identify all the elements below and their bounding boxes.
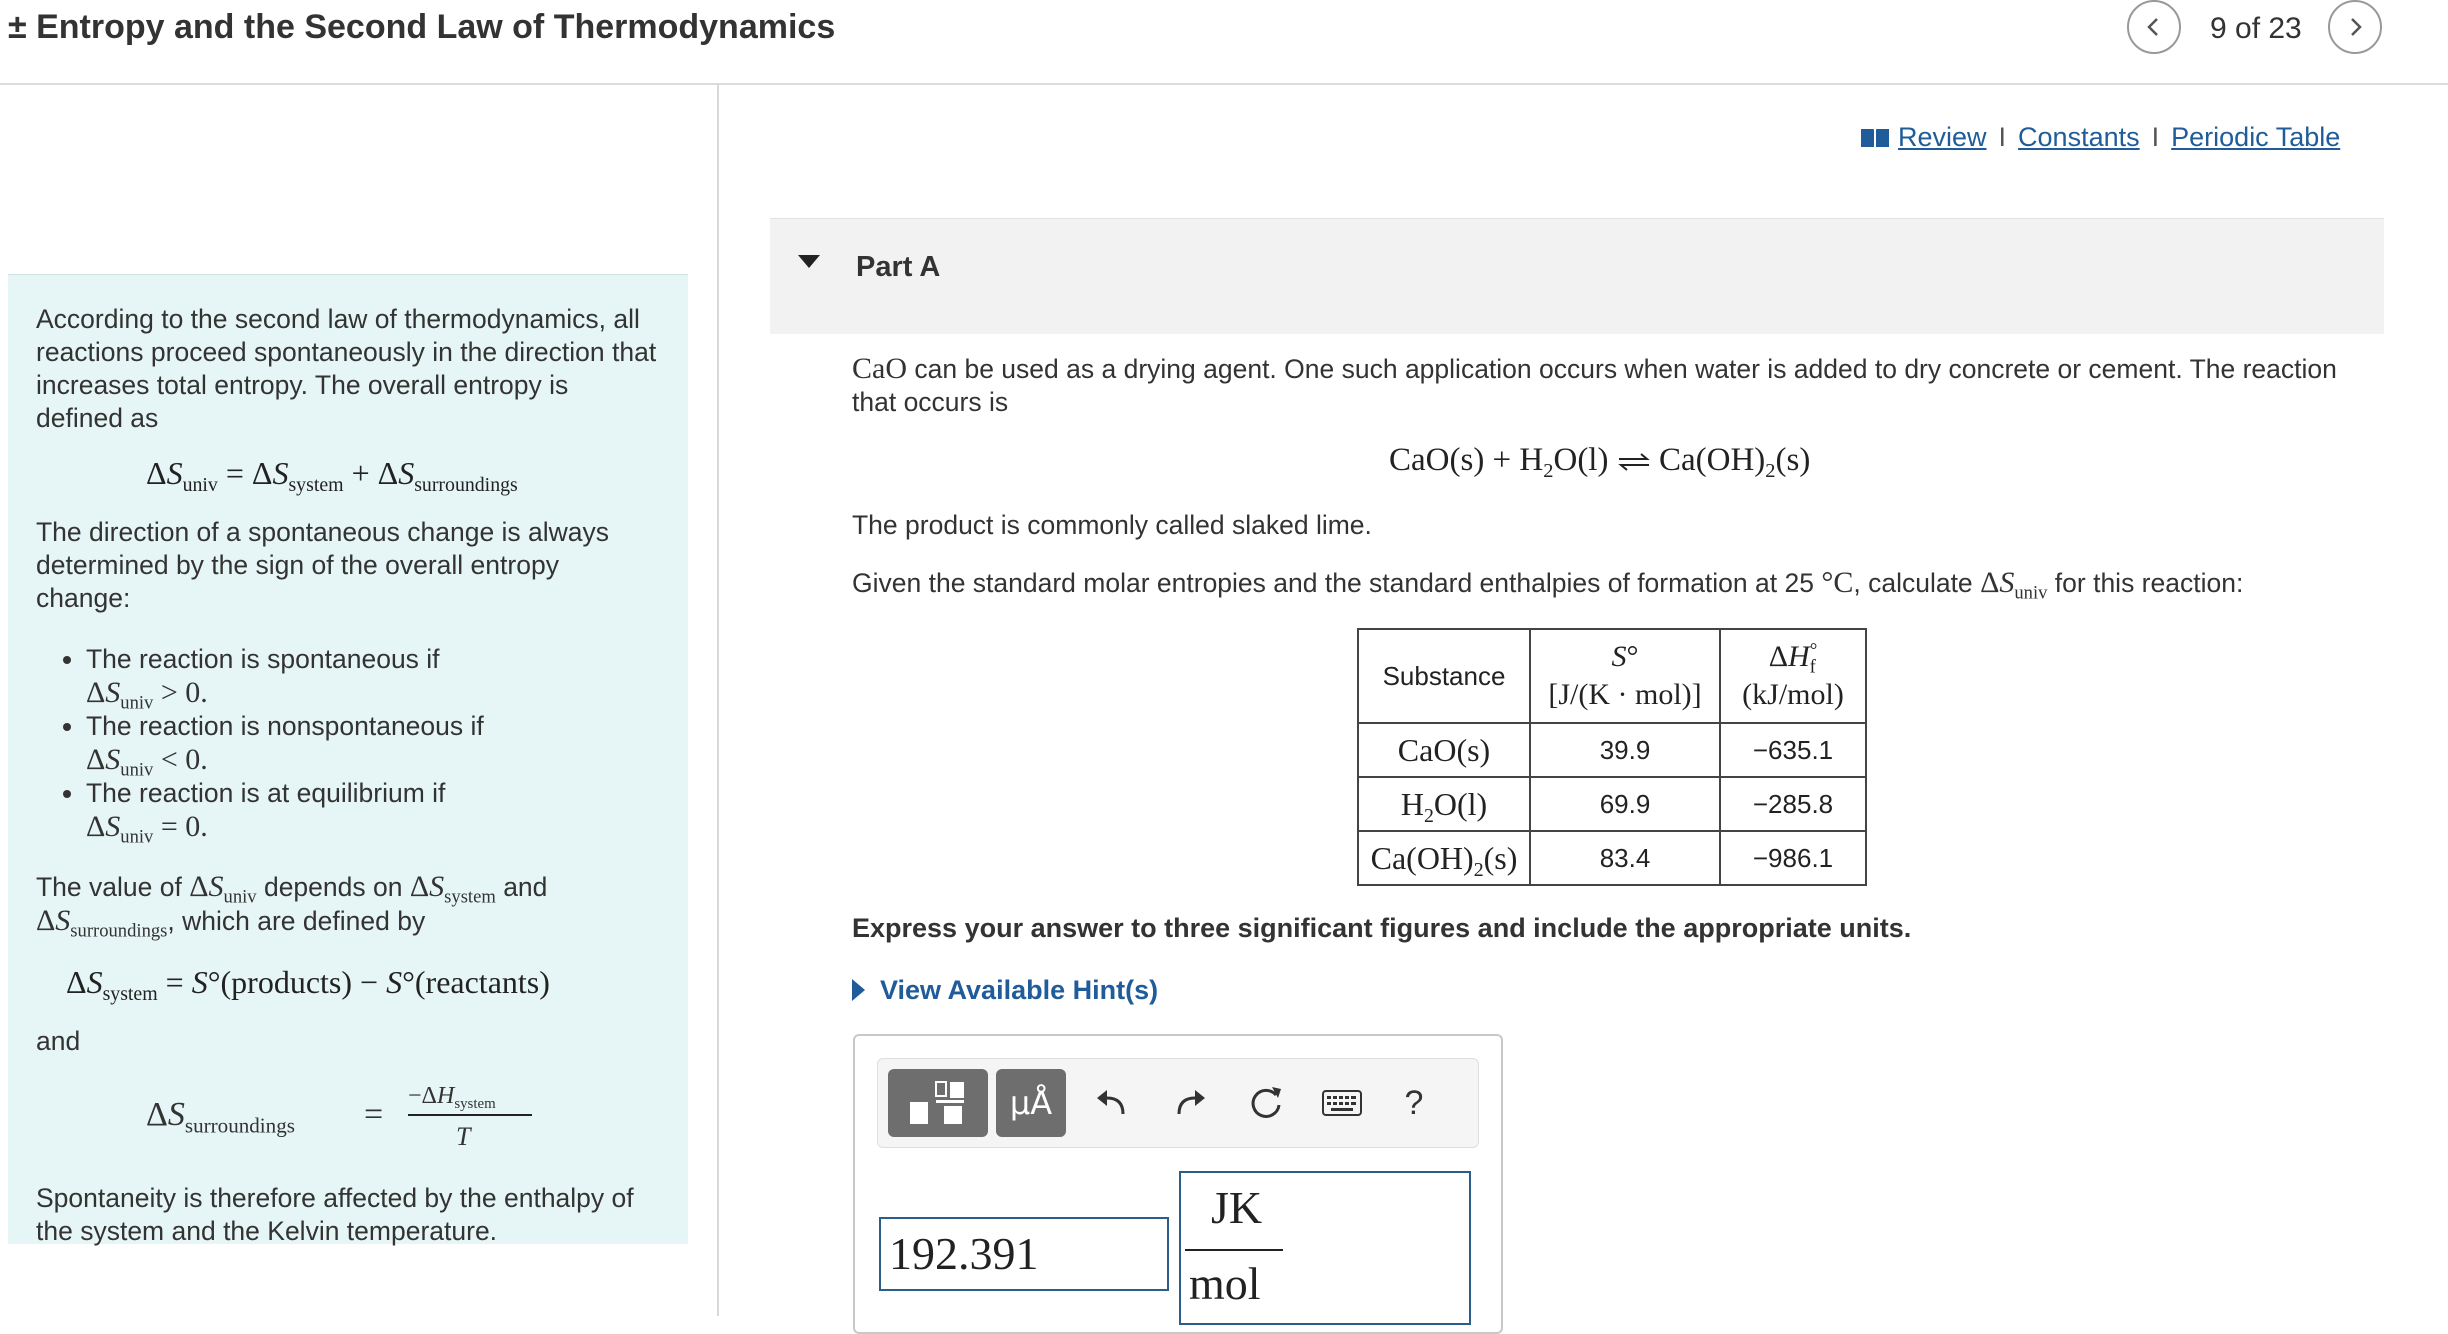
- question-paragraph-1: CaO can be used as a drying agent. One such application occurs when water is added to dry concrete or cement. The reaction that occurs is: [852, 352, 2337, 417]
- column-header-entropy: S° [J/(K · mol)]: [1530, 629, 1720, 723]
- periodic-table-link[interactable]: Periodic Table: [2171, 122, 2341, 152]
- list-item: • The reaction is at equilibrium if $\Delta S_{univ} = 0$.: [86, 777, 660, 844]
- answer-units-input[interactable]: [1179, 1171, 1471, 1325]
- intro-paragraph-2: The direction of a spontaneous change is always determined by the sign of the overall entropy change:: [36, 517, 610, 613]
- reset-icon: [1248, 1085, 1284, 1121]
- entropy-system-equation: $\Delta S_{system}$ = S°(products) − S°(reactants): [66, 964, 550, 1005]
- math-toolbar: [877, 1058, 1479, 1148]
- list-item: • The reaction is spontaneous if $\Delta S_{univ} > 0$.: [86, 643, 660, 710]
- reaction-equation: $CaO(s) + H_2O(l)$ $Ca(OH)_2(s)$: [1389, 442, 1811, 483]
- page-title: ± Entropy and the Second Law of Thermodynamics: [8, 8, 836, 46]
- chevron-right-icon: [2344, 16, 2366, 38]
- column-header-substance: Substance: [1358, 629, 1530, 723]
- header: [0, 0, 2448, 85]
- entropy-surroundings-equation: $\Delta S_{surroundings}$ = $-\Delta H_{system}$ T: [146, 1080, 660, 1152]
- redo-icon: [1173, 1088, 1207, 1118]
- intro-paragraph-4: Spontaneity is therefore affected by the enthalpy of the system and the Kelvin temperature.: [36, 1183, 634, 1246]
- help-button[interactable]: ?: [1404, 1083, 1424, 1122]
- units-denominator: mol: [1189, 1258, 1261, 1309]
- intro-paragraph-3: The value of $\Delta S_{univ}$ depends on $\Delta S_{system}$ and $\Delta S_{surroundings}$, which are defined by: [36, 870, 548, 942]
- review-link[interactable]: Review: [1898, 122, 1987, 152]
- spontaneity-list: [36, 643, 660, 848]
- list-item: • The reaction is nonspontaneous if $\Delta S_{univ} < 0$.: [86, 710, 660, 777]
- page-count: 9 of 23: [2210, 12, 2302, 45]
- fraction-bar: [1185, 1249, 1283, 1251]
- previous-button[interactable]: [2127, 0, 2181, 54]
- units-button[interactable]: μÅ: [996, 1069, 1066, 1137]
- answer-box: [853, 1034, 1503, 1334]
- column-header-enthalpy: $\Delta H_f^\circ$ (kJ/mol): [1720, 629, 1866, 723]
- collapse-triangle-icon[interactable]: [798, 255, 820, 269]
- thermo-data-table: [1357, 628, 1867, 886]
- and-text: and: [36, 1026, 81, 1056]
- table-row: CaO(s) 39.9 −635.1: [1358, 723, 1866, 777]
- book-icon: [1860, 127, 1890, 149]
- panel-divider: [717, 83, 719, 1316]
- part-label: Part A: [856, 251, 941, 283]
- resource-links: Review I Constants I Periodic Table: [1860, 122, 2340, 153]
- intro-paragraph-1: According to the second law of thermodynamics, all reactions proceed spontaneously in the direction that increases total entropy. The overall entropy is defined as: [36, 304, 657, 433]
- keyboard-icon: [1322, 1090, 1362, 1116]
- part-a-header[interactable]: [770, 218, 2384, 334]
- redo-button[interactable]: [1166, 1079, 1214, 1127]
- view-hints-link[interactable]: View Available Hint(s): [852, 975, 1158, 1006]
- reset-button[interactable]: [1242, 1079, 1290, 1127]
- expand-triangle-icon: [852, 979, 866, 1001]
- undo-button[interactable]: [1088, 1079, 1136, 1127]
- undo-icon: [1095, 1088, 1129, 1118]
- constants-link[interactable]: Constants: [2018, 122, 2140, 152]
- table-row: $Ca(OH)_2(s)$ 83.4 −986.1: [1358, 831, 1866, 885]
- answer-value-input[interactable]: 192.391: [879, 1217, 1169, 1291]
- intro-panel: [8, 274, 688, 1244]
- question-paragraph-3: Given the standard molar entropies and the standard enthalpies of formation at 25 °C, calculate $\Delta S_{univ}$ for this reaction:: [852, 566, 2244, 604]
- answer-instructions: Express your answer to three significant figures and include the appropriate units.: [852, 913, 1912, 943]
- question-paragraph-2: The product is commonly called slaked lime.: [852, 510, 1372, 540]
- entropy-univ-equation: $\Delta S_{univ} = \Delta S_{system} + \Delta S_{surroundings}$: [146, 455, 518, 496]
- next-button[interactable]: [2328, 0, 2382, 54]
- chevron-left-icon: [2143, 16, 2165, 38]
- units-numerator: JK: [1211, 1182, 1263, 1233]
- table-row: $H_2O(l)$ 69.9 −285.8: [1358, 777, 1866, 831]
- templates-button[interactable]: [888, 1069, 988, 1137]
- templates-icon: [906, 1078, 970, 1128]
- keyboard-button[interactable]: [1318, 1079, 1366, 1127]
